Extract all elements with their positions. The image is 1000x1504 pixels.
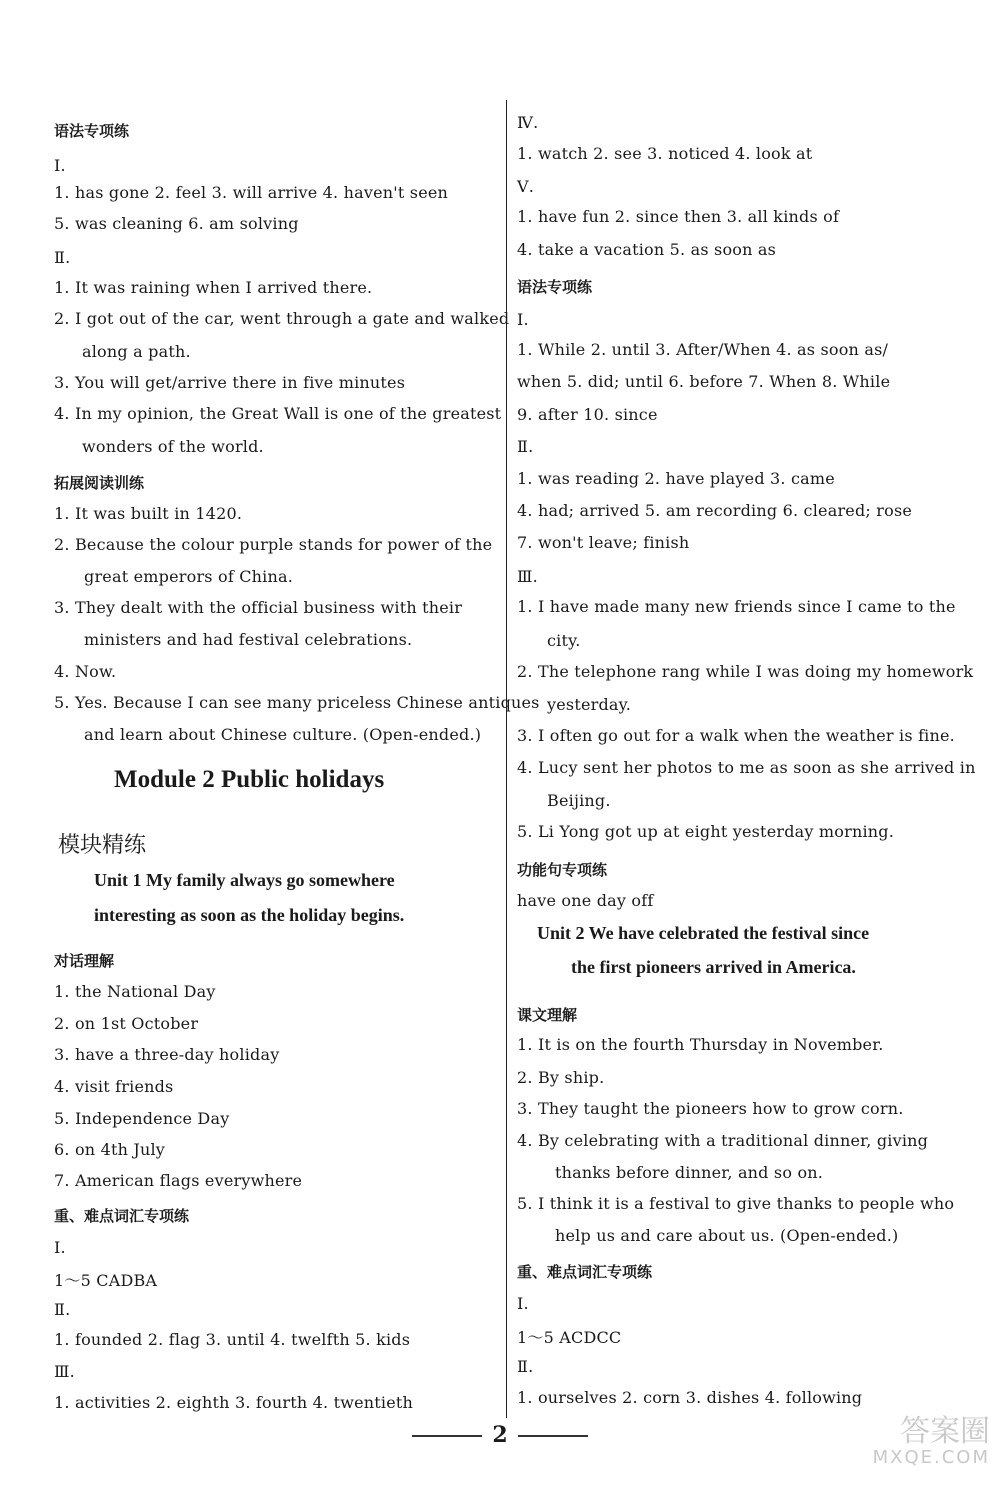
- answer-line: 2. Because the colour purple stands for power of the: [54, 535, 493, 554]
- answer-line: 4. take a vacation 5. as soon as: [517, 240, 777, 259]
- answer-line: 1. While 2. until 3. After/When 4. as soon as/: [517, 340, 889, 359]
- roman-numeral: Ⅴ.: [517, 177, 535, 196]
- answer-line: 1～5 CADBA: [54, 1271, 158, 1290]
- answer-line: 3. have a three-day holiday: [54, 1045, 280, 1064]
- answer-line: 1. watch 2. see 3. noticed 4. look at: [517, 144, 813, 163]
- page-footer: [0, 1422, 1000, 1448]
- unit-title-line: Unit 2 We have celebrated the festival since: [537, 923, 870, 943]
- roman-numeral: Ⅳ.: [517, 113, 539, 132]
- footer-ornament-right: [518, 1435, 588, 1437]
- answer-line: 3. They taught the pioneers how to grow corn.: [517, 1099, 904, 1118]
- answer-line: 1. I have made many new friends since I came to the: [517, 597, 956, 616]
- answer-line: 4. Now.: [54, 662, 117, 681]
- answer-line: 2. By ship.: [517, 1068, 605, 1087]
- answer-line: 7. American flags everywhere: [54, 1171, 303, 1190]
- answer-line: 4. By celebrating with a traditional dinner, giving: [517, 1131, 929, 1150]
- answer-line: 1. ourselves 2. corn 3. dishes 4. following: [517, 1388, 863, 1407]
- module-practice-heading: 模块精练: [58, 833, 147, 858]
- roman-numeral: Ⅱ.: [54, 1300, 71, 1319]
- section-heading: 拓展阅读训练: [54, 474, 145, 492]
- answer-line: 1. It was built in 1420.: [54, 504, 243, 523]
- answer-line: thanks before dinner, and so on.: [555, 1163, 824, 1182]
- roman-numeral: Ⅱ.: [517, 437, 534, 456]
- answer-line: 3. You will get/arrive there in five minutes: [54, 373, 406, 392]
- roman-numeral: Ⅲ.: [54, 1362, 75, 1381]
- section-heading: 语法专项练: [517, 278, 593, 296]
- answer-line: help us and care about us. (Open-ended.): [555, 1226, 899, 1245]
- answer-line: 5. Independence Day: [54, 1109, 230, 1128]
- answer-line: 1. the National Day: [54, 982, 216, 1001]
- answer-line: 1. activities 2. eighth 3. fourth 4. twentieth: [54, 1393, 414, 1412]
- answer-line: 3. They dealt with the official business with their: [54, 598, 463, 617]
- roman-numeral: Ⅰ.: [54, 156, 66, 175]
- answer-line: city.: [547, 631, 581, 650]
- section-heading: 功能句专项练: [517, 861, 608, 879]
- footer-ornament-left: [412, 1435, 482, 1437]
- page-number: 2: [492, 1422, 508, 1448]
- answer-line: when 5. did; until 6. before 7. When 8. While: [517, 372, 891, 391]
- watermark: [873, 1415, 990, 1468]
- answer-line: ministers and had festival celebrations.: [84, 630, 413, 649]
- section-heading: 课文理解: [517, 1006, 578, 1024]
- roman-numeral: Ⅰ.: [54, 1238, 66, 1257]
- answer-line: along a path.: [82, 342, 191, 361]
- answer-line: 6. on 4th July: [54, 1140, 166, 1159]
- answer-line: 1. founded 2. flag 3. until 4. twelfth 5. kids: [54, 1330, 411, 1349]
- answer-line: 5. Yes. Because I can see many priceless Chinese antiques: [54, 693, 540, 712]
- answer-line: 1. has gone 2. feel 3. will arrive 4. haven't seen: [54, 183, 449, 202]
- watermark-url: MXQE.COM: [872, 1447, 990, 1468]
- unit-title-line: interesting as soon as the holiday begins.: [94, 905, 405, 925]
- answer-line: 4. had; arrived 5. am recording 6. cleared; rose: [517, 501, 913, 520]
- roman-numeral: Ⅲ.: [517, 567, 538, 586]
- roman-numeral: Ⅰ.: [517, 310, 529, 329]
- answer-line: 7. won't leave; finish: [517, 533, 690, 552]
- unit-title-line: the first pioneers arrived in America.: [571, 957, 856, 977]
- answer-line: 1. It was raining when I arrived there.: [54, 278, 373, 297]
- answer-line: wonders of the world.: [82, 437, 264, 456]
- answer-line: 4. visit friends: [54, 1077, 174, 1096]
- answer-line: 2. I got out of the car, went through a gate and walked: [54, 309, 510, 328]
- answer-line: 1. have fun 2. since then 3. all kinds of: [517, 207, 840, 226]
- answer-line: 9. after 10. since: [517, 405, 658, 424]
- answer-line: 5. Li Yong got up at eight yesterday morning.: [517, 822, 895, 841]
- answer-line: 5. I think it is a festival to give thanks to people who: [517, 1194, 955, 1213]
- section-heading: 重、难点词汇专项练: [54, 1207, 190, 1225]
- answer-line: and learn about Chinese culture. (Open-ended.): [84, 725, 482, 744]
- answer-line: 2. The telephone rang while I was doing my homework: [517, 662, 974, 681]
- answer-line: Beijing.: [547, 791, 611, 810]
- section-heading: 重、难点词汇专项练: [517, 1263, 653, 1281]
- section-heading: 对话理解: [54, 952, 115, 970]
- roman-numeral: Ⅰ.: [517, 1294, 529, 1313]
- answer-line: 1. was reading 2. have played 3. came: [517, 469, 835, 488]
- column-divider: [506, 100, 507, 1418]
- answer-line: 2. on 1st October: [54, 1014, 199, 1033]
- answer-line: 3. I often go out for a walk when the weather is fine.: [517, 726, 955, 745]
- roman-numeral: Ⅱ.: [517, 1357, 534, 1376]
- answer-line: great emperors of China.: [84, 567, 294, 586]
- answer-line: 5. was cleaning 6. am solving: [54, 214, 299, 233]
- answer-line: 1. It is on the fourth Thursday in November.: [517, 1035, 884, 1054]
- unit-title-line: Unit 1 My family always go somewhere: [94, 870, 395, 890]
- module-title: Module 2 Public holidays: [114, 766, 385, 793]
- watermark-text: 答案圈: [900, 1414, 990, 1449]
- answer-line: 4. Lucy sent her photos to me as soon as she arrived in: [517, 758, 976, 777]
- roman-numeral: Ⅱ.: [54, 248, 71, 267]
- answer-line: 4. In my opinion, the Great Wall is one of the greatest: [54, 404, 502, 423]
- section-heading: 语法专项练: [54, 122, 130, 140]
- answer-line: have one day off: [517, 891, 654, 910]
- answer-line: 1～5 ACDCC: [517, 1328, 622, 1347]
- answer-line: yesterday.: [547, 695, 632, 714]
